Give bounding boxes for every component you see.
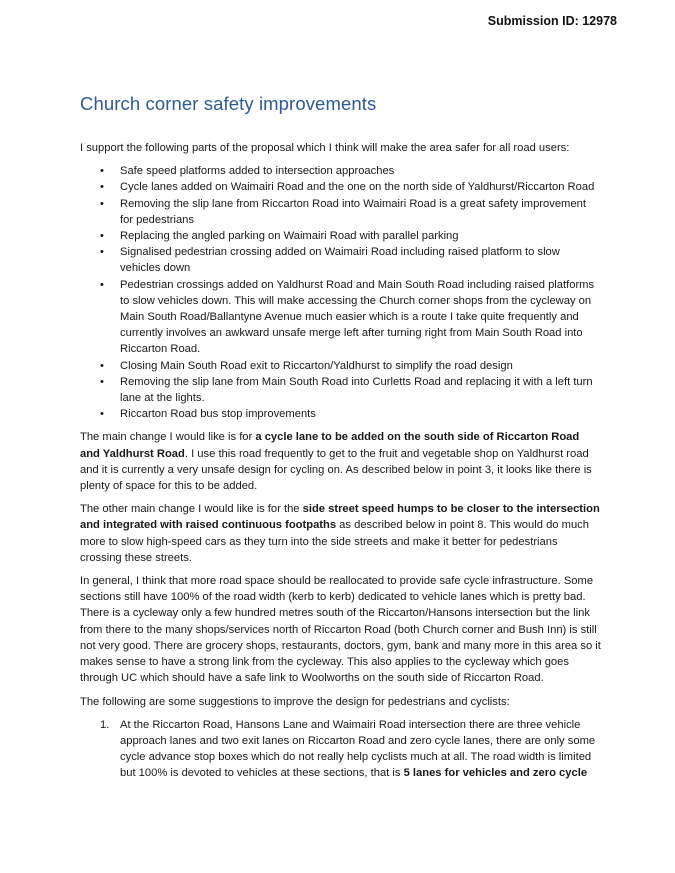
supported-items-list xyxy=(80,163,602,422)
text-run: The other main change I would like is for the xyxy=(80,503,303,516)
text-run: At the Riccarton Road, Hansons Lane and Waimairi Road intersection there are three vehicle approach lanes and two exit lanes on Riccarton Road and zero cycle lanes, there are only some cycle advance stop boxes which do not really help cyclists much at all. The road width is limited but 100% is devoted to vehicles at these sections, that is xyxy=(120,718,596,780)
list-item: • Pedestrian crossings added on Yaldhurst Road and Main South Road including raised platforms to slow vehicles down. This will make accessing the Church corner shops from the cycleway on Main South Road/Ballantyne Avenue much easier which is a route I take quite frequently and currently involves an awkward unsafe merge left after turning right from Main South Road into Riccarton Road. xyxy=(120,277,602,358)
list-item: • Cycle lanes added on Waimairi Road and the one on the north side of Yaldhurst/Riccarton Road xyxy=(120,179,602,195)
list-item: • Replacing the angled parking on Waimairi Road with parallel parking xyxy=(120,228,602,244)
document-body xyxy=(80,140,602,782)
document-title: Church corner safety improvements xyxy=(80,93,377,114)
other-change-paragraph xyxy=(80,501,602,566)
text-run: . I use this road frequently to get to the fruit and vegetable shop on Yaldhurst road and it is currently a very unsafe design for cycling on. As described below in point 3, it looks like there is plenty of space for this to be added. xyxy=(80,447,592,493)
suggestions-list xyxy=(80,717,602,782)
list-item: • Signalised pedestrian crossing added on Waimairi Road including raised platform to slow vehicles down xyxy=(120,244,602,276)
list-item xyxy=(100,717,602,782)
list-item: • Safe speed platforms added to intersection approaches xyxy=(120,163,602,179)
main-change-paragraph xyxy=(80,429,602,494)
list-number: 1. xyxy=(100,718,110,731)
suggestions-intro-paragraph: The following are some suggestions to improve the design for pedestrians and cyclists: xyxy=(80,695,510,708)
intro-paragraph: I support the following parts of the proposal which I think will make the area safer for all road users: xyxy=(80,142,570,154)
general-paragraph: In general, I think that more road space should be reallocated to provide safe cycle infrastructure. Some sections still have 100% of the road width (kerb to kerb) dedicated to vehicle lanes which is pretty bad. There is a cycleway only a few hundred metres south of the Riccarton/Hansons intersection but the link from there to the many shops/services north of Riccarton Road (both Church corner and Bush Inn) is still not very good. There are grocery shops, restaurants, doctors, gym, bank and many more in this area so it makes sense to have a strong link from the cycleway. This also applies to the cycleway which goes through UC which should have a safe link to Woolworths on the south side of Riccarton Road. xyxy=(80,575,601,685)
emphasis-text: a cycle lane to be added on the south side of Riccarton Road and Yaldhurst Road xyxy=(80,431,580,460)
emphasis-text: side street speed humps to be closer to the intersection and integrated with raised continuous footpaths xyxy=(80,503,600,532)
submission-id: Submission ID: 12978 xyxy=(487,14,617,28)
text-run: The main change I would like is for xyxy=(80,431,256,444)
list-item: • Removing the slip lane from Main South Road into Curletts Road and replacing it with a left turn lane at the lights. xyxy=(120,374,602,406)
list-item: • Closing Main South Road exit to Riccarton/Yaldhurst to simplify the road design xyxy=(120,358,602,374)
list-item: • Riccarton Road bus stop improvements xyxy=(120,406,602,422)
emphasis-text: 5 lanes for vehicles and zero cycle xyxy=(403,767,588,780)
text-run: as described below in point 8. This would do much more to slow high-speed cars as they turn into the side streets and make it better for pedestrians crossing these streets. xyxy=(80,519,589,564)
list-item: • Removing the slip lane from Riccarton Road into Waimairi Road is a great safety improvement for pedestrians xyxy=(120,196,602,228)
